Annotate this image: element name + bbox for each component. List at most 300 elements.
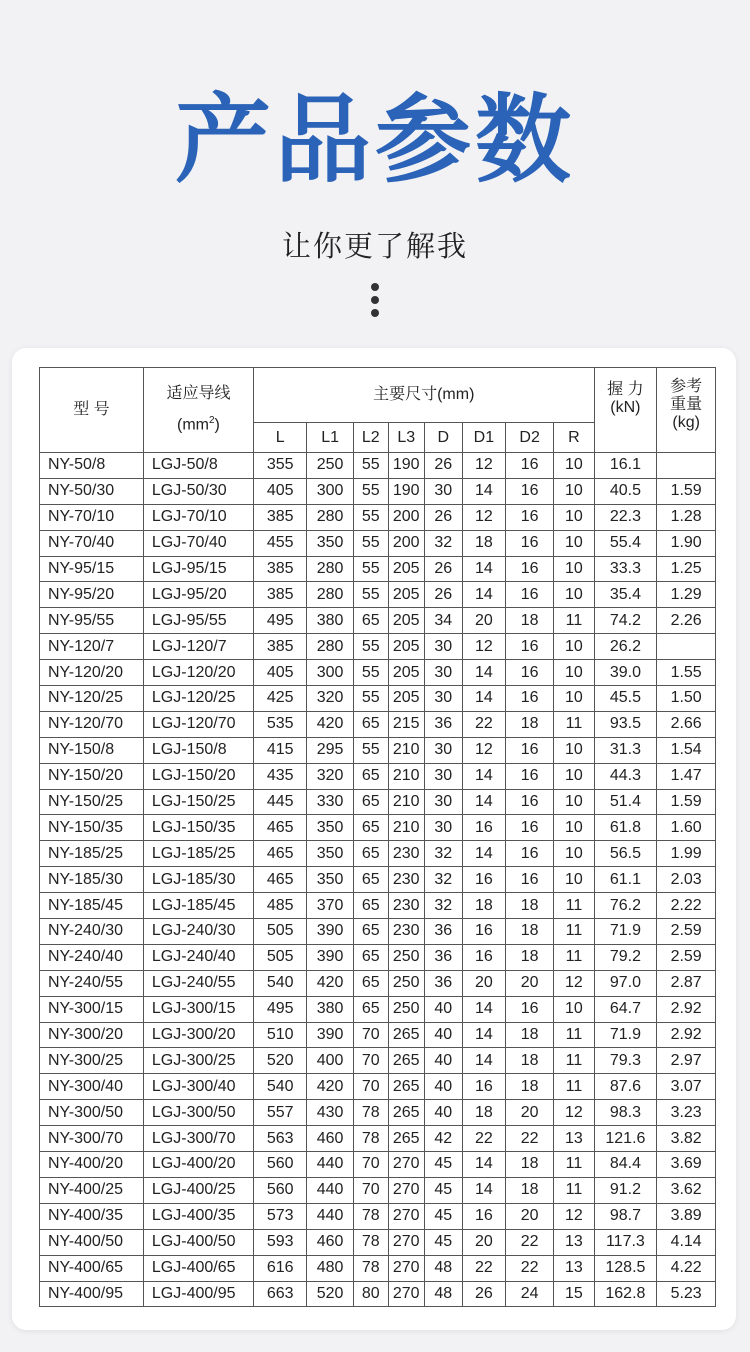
cell-conductor: LGJ-400/95 bbox=[143, 1281, 253, 1307]
cell-r: 10 bbox=[554, 634, 594, 660]
cell-grip: 98.3 bbox=[594, 1100, 657, 1126]
cell-r: 10 bbox=[554, 789, 594, 815]
cell-model: NY-185/30 bbox=[40, 867, 144, 893]
table-row bbox=[40, 1281, 716, 1307]
cell-d1: 16 bbox=[462, 944, 505, 970]
cell-l2: 65 bbox=[353, 996, 388, 1022]
cell-l2: 55 bbox=[353, 556, 388, 582]
cell-weight: 4.22 bbox=[657, 1255, 716, 1281]
cell-grip: 51.4 bbox=[594, 789, 657, 815]
cell-d2: 16 bbox=[505, 841, 553, 867]
cell-l2: 55 bbox=[353, 686, 388, 712]
cell-d2: 20 bbox=[505, 1203, 553, 1229]
cell-d1: 14 bbox=[462, 1048, 505, 1074]
cell-model: NY-400/95 bbox=[40, 1281, 144, 1307]
cell-d: 32 bbox=[424, 867, 462, 893]
cell-l3: 230 bbox=[388, 893, 424, 919]
cell-d1: 16 bbox=[462, 867, 505, 893]
cell-grip: 40.5 bbox=[594, 478, 657, 504]
cell-r: 10 bbox=[554, 556, 594, 582]
cell-d1: 14 bbox=[462, 789, 505, 815]
cell-conductor: LGJ-70/10 bbox=[143, 504, 253, 530]
cell-d1: 14 bbox=[462, 686, 505, 712]
cell-d2: 18 bbox=[505, 919, 553, 945]
cell-l1: 520 bbox=[307, 1281, 353, 1307]
table-row bbox=[40, 1203, 716, 1229]
cell-d2: 16 bbox=[505, 815, 553, 841]
cell-l3: 230 bbox=[388, 867, 424, 893]
cell-l3: 270 bbox=[388, 1177, 424, 1203]
cell-d1: 12 bbox=[462, 453, 505, 479]
cell-grip: 35.4 bbox=[594, 582, 657, 608]
subheader-r: R bbox=[554, 423, 594, 453]
cell-grip: 79.2 bbox=[594, 944, 657, 970]
cell-d: 32 bbox=[424, 893, 462, 919]
table-row bbox=[40, 970, 716, 996]
cell-l1: 390 bbox=[307, 944, 353, 970]
cell-r: 11 bbox=[554, 711, 594, 737]
cell-l1: 390 bbox=[307, 919, 353, 945]
cell-r: 10 bbox=[554, 867, 594, 893]
cell-l1: 300 bbox=[307, 660, 353, 686]
table-row bbox=[40, 1152, 716, 1178]
cell-d1: 20 bbox=[462, 1229, 505, 1255]
cell-d2: 16 bbox=[505, 996, 553, 1022]
table-row bbox=[40, 867, 716, 893]
cell-l2: 70 bbox=[353, 1177, 388, 1203]
cell-grip: 128.5 bbox=[594, 1255, 657, 1281]
cell-l3: 230 bbox=[388, 841, 424, 867]
cell-l2: 65 bbox=[353, 763, 388, 789]
cell-weight: 1.59 bbox=[657, 789, 716, 815]
table-row bbox=[40, 789, 716, 815]
cell-r: 11 bbox=[554, 1152, 594, 1178]
cell-l1: 390 bbox=[307, 1022, 353, 1048]
cell-d2: 16 bbox=[505, 660, 553, 686]
cell-d2: 22 bbox=[505, 1229, 553, 1255]
table-row bbox=[40, 893, 716, 919]
cell-model: NY-400/50 bbox=[40, 1229, 144, 1255]
cell-l: 385 bbox=[253, 582, 306, 608]
cell-l2: 65 bbox=[353, 815, 388, 841]
cell-l: 540 bbox=[253, 1074, 306, 1100]
cell-l3: 250 bbox=[388, 996, 424, 1022]
cell-l: 355 bbox=[253, 453, 306, 479]
table-row bbox=[40, 996, 716, 1022]
cell-l: 560 bbox=[253, 1177, 306, 1203]
cell-d2: 22 bbox=[505, 1126, 553, 1152]
cell-conductor: LGJ-400/35 bbox=[143, 1203, 253, 1229]
cell-l2: 70 bbox=[353, 1152, 388, 1178]
cell-d1: 26 bbox=[462, 1281, 505, 1307]
cell-l3: 215 bbox=[388, 711, 424, 737]
cell-d1: 14 bbox=[462, 1152, 505, 1178]
cell-r: 10 bbox=[554, 841, 594, 867]
cell-d: 40 bbox=[424, 1022, 462, 1048]
cell-l3: 200 bbox=[388, 504, 424, 530]
cell-l1: 420 bbox=[307, 970, 353, 996]
cell-conductor: LGJ-70/40 bbox=[143, 530, 253, 556]
cell-l1: 280 bbox=[307, 582, 353, 608]
cell-d: 30 bbox=[424, 634, 462, 660]
cell-conductor: LGJ-185/45 bbox=[143, 893, 253, 919]
cell-conductor: LGJ-95/20 bbox=[143, 582, 253, 608]
cell-model: NY-150/35 bbox=[40, 815, 144, 841]
cell-l3: 265 bbox=[388, 1074, 424, 1100]
cell-weight: 2.97 bbox=[657, 1048, 716, 1074]
table-row bbox=[40, 815, 716, 841]
cell-grip: 121.6 bbox=[594, 1126, 657, 1152]
cell-l2: 80 bbox=[353, 1281, 388, 1307]
table-row bbox=[40, 841, 716, 867]
cell-d: 32 bbox=[424, 530, 462, 556]
cell-l3: 210 bbox=[388, 815, 424, 841]
cell-d2: 18 bbox=[505, 1074, 553, 1100]
cell-l3: 270 bbox=[388, 1229, 424, 1255]
cell-model: NY-70/10 bbox=[40, 504, 144, 530]
cell-l: 385 bbox=[253, 504, 306, 530]
cell-conductor: LGJ-150/8 bbox=[143, 737, 253, 763]
cell-grip: 33.3 bbox=[594, 556, 657, 582]
cell-l2: 55 bbox=[353, 530, 388, 556]
cell-r: 10 bbox=[554, 815, 594, 841]
cell-l2: 65 bbox=[353, 789, 388, 815]
table-row bbox=[40, 556, 716, 582]
cell-l: 663 bbox=[253, 1281, 306, 1307]
cell-l3: 270 bbox=[388, 1281, 424, 1307]
cell-conductor: LGJ-185/30 bbox=[143, 867, 253, 893]
cell-l1: 440 bbox=[307, 1203, 353, 1229]
table-row bbox=[40, 634, 716, 660]
cell-conductor: LGJ-120/70 bbox=[143, 711, 253, 737]
cell-weight: 1.59 bbox=[657, 478, 716, 504]
cell-l3: 200 bbox=[388, 530, 424, 556]
cell-weight bbox=[657, 634, 716, 660]
cell-model: NY-70/40 bbox=[40, 530, 144, 556]
cell-d2: 16 bbox=[505, 763, 553, 789]
cell-l: 520 bbox=[253, 1048, 306, 1074]
cell-l3: 250 bbox=[388, 944, 424, 970]
subheader-l2: L2 bbox=[353, 423, 388, 453]
cell-r: 10 bbox=[554, 582, 594, 608]
cell-conductor: LGJ-95/55 bbox=[143, 608, 253, 634]
cell-l: 465 bbox=[253, 815, 306, 841]
table-row bbox=[40, 1229, 716, 1255]
cell-d1: 14 bbox=[462, 660, 505, 686]
cell-d1: 14 bbox=[462, 556, 505, 582]
cell-grip: 39.0 bbox=[594, 660, 657, 686]
cell-l3: 190 bbox=[388, 478, 424, 504]
cell-d: 36 bbox=[424, 711, 462, 737]
cell-model: NY-400/65 bbox=[40, 1255, 144, 1281]
cell-weight: 2.92 bbox=[657, 1022, 716, 1048]
cell-d2: 20 bbox=[505, 970, 553, 996]
cell-model: NY-300/15 bbox=[40, 996, 144, 1022]
cell-grip: 91.2 bbox=[594, 1177, 657, 1203]
header-weight bbox=[657, 368, 716, 453]
cell-model: NY-300/25 bbox=[40, 1048, 144, 1074]
cell-conductor: LGJ-240/55 bbox=[143, 970, 253, 996]
cell-l: 455 bbox=[253, 530, 306, 556]
cell-r: 11 bbox=[554, 1177, 594, 1203]
table-row bbox=[40, 453, 716, 479]
subheader-l1: L1 bbox=[307, 423, 353, 453]
cell-d1: 18 bbox=[462, 1100, 505, 1126]
cell-l1: 280 bbox=[307, 504, 353, 530]
cell-r: 11 bbox=[554, 944, 594, 970]
cell-d2: 16 bbox=[505, 634, 553, 660]
cell-l: 415 bbox=[253, 737, 306, 763]
cell-model: NY-150/8 bbox=[40, 737, 144, 763]
cell-d2: 16 bbox=[505, 453, 553, 479]
cell-d1: 14 bbox=[462, 1022, 505, 1048]
cell-weight: 2.66 bbox=[657, 711, 716, 737]
cell-d1: 16 bbox=[462, 1203, 505, 1229]
cell-grip: 117.3 bbox=[594, 1229, 657, 1255]
cell-conductor: LGJ-300/20 bbox=[143, 1022, 253, 1048]
cell-d: 30 bbox=[424, 763, 462, 789]
table-row bbox=[40, 1048, 716, 1074]
cell-l: 505 bbox=[253, 919, 306, 945]
cell-d1: 18 bbox=[462, 530, 505, 556]
cell-l1: 460 bbox=[307, 1229, 353, 1255]
cell-conductor: LGJ-300/50 bbox=[143, 1100, 253, 1126]
spec-table bbox=[39, 367, 716, 1307]
cell-l2: 55 bbox=[353, 634, 388, 660]
cell-d: 48 bbox=[424, 1281, 462, 1307]
cell-d: 26 bbox=[424, 582, 462, 608]
cell-model: NY-95/55 bbox=[40, 608, 144, 634]
cell-weight: 2.87 bbox=[657, 970, 716, 996]
cell-d1: 20 bbox=[462, 970, 505, 996]
cell-d: 36 bbox=[424, 970, 462, 996]
cell-l3: 205 bbox=[388, 556, 424, 582]
cell-l1: 350 bbox=[307, 867, 353, 893]
cell-l1: 420 bbox=[307, 1074, 353, 1100]
cell-l: 593 bbox=[253, 1229, 306, 1255]
table-row bbox=[40, 504, 716, 530]
cell-grip: 64.7 bbox=[594, 996, 657, 1022]
subheader-d1: D1 bbox=[462, 423, 505, 453]
cell-d: 30 bbox=[424, 789, 462, 815]
cell-d2: 16 bbox=[505, 556, 553, 582]
cell-l2: 78 bbox=[353, 1229, 388, 1255]
cell-r: 11 bbox=[554, 1074, 594, 1100]
more-vertical-icon bbox=[370, 283, 380, 317]
table-row bbox=[40, 1177, 716, 1203]
cell-l2: 65 bbox=[353, 893, 388, 919]
cell-l: 485 bbox=[253, 893, 306, 919]
cell-d1: 14 bbox=[462, 763, 505, 789]
cell-l: 560 bbox=[253, 1152, 306, 1178]
cell-grip: 71.9 bbox=[594, 919, 657, 945]
cell-conductor: LGJ-150/35 bbox=[143, 815, 253, 841]
cell-model: NY-120/20 bbox=[40, 660, 144, 686]
cell-model: NY-300/40 bbox=[40, 1074, 144, 1100]
cell-model: NY-95/20 bbox=[40, 582, 144, 608]
cell-l: 535 bbox=[253, 711, 306, 737]
table-row bbox=[40, 1126, 716, 1152]
cell-l1: 370 bbox=[307, 893, 353, 919]
cell-grip: 162.8 bbox=[594, 1281, 657, 1307]
cell-model: NY-50/30 bbox=[40, 478, 144, 504]
cell-d1: 12 bbox=[462, 504, 505, 530]
cell-d1: 20 bbox=[462, 608, 505, 634]
cell-r: 13 bbox=[554, 1255, 594, 1281]
cell-r: 10 bbox=[554, 478, 594, 504]
cell-l: 385 bbox=[253, 556, 306, 582]
subheader-l3: L3 bbox=[388, 423, 424, 453]
cell-d2: 18 bbox=[505, 944, 553, 970]
cell-conductor: LGJ-120/20 bbox=[143, 660, 253, 686]
cell-grip: 74.2 bbox=[594, 608, 657, 634]
cell-d: 26 bbox=[424, 556, 462, 582]
cell-l3: 205 bbox=[388, 608, 424, 634]
cell-r: 13 bbox=[554, 1126, 594, 1152]
cell-l2: 70 bbox=[353, 1022, 388, 1048]
cell-l3: 265 bbox=[388, 1126, 424, 1152]
cell-d2: 16 bbox=[505, 789, 553, 815]
cell-d1: 16 bbox=[462, 1074, 505, 1100]
cell-l1: 350 bbox=[307, 815, 353, 841]
cell-l2: 55 bbox=[353, 582, 388, 608]
cell-d2: 22 bbox=[505, 1255, 553, 1281]
header-conductor-unit: $(mm^2)$ bbox=[177, 415, 220, 434]
cell-weight: 3.07 bbox=[657, 1074, 716, 1100]
cell-grip: 22.3 bbox=[594, 504, 657, 530]
cell-l2: 55 bbox=[353, 478, 388, 504]
cell-l3: 210 bbox=[388, 737, 424, 763]
cell-l1: 250 bbox=[307, 453, 353, 479]
cell-model: NY-240/40 bbox=[40, 944, 144, 970]
cell-d2: 18 bbox=[505, 608, 553, 634]
cell-d: 40 bbox=[424, 1100, 462, 1126]
cell-l1: 350 bbox=[307, 841, 353, 867]
table-row bbox=[40, 1074, 716, 1100]
cell-conductor: LGJ-120/25 bbox=[143, 686, 253, 712]
cell-l2: 55 bbox=[353, 453, 388, 479]
cell-d1: 12 bbox=[462, 634, 505, 660]
cell-l3: 250 bbox=[388, 970, 424, 996]
cell-d1: 14 bbox=[462, 996, 505, 1022]
cell-l2: 65 bbox=[353, 711, 388, 737]
cell-l: 505 bbox=[253, 944, 306, 970]
cell-d1: 18 bbox=[462, 893, 505, 919]
cell-weight: 3.82 bbox=[657, 1126, 716, 1152]
cell-d1: 22 bbox=[462, 711, 505, 737]
cell-grip: 31.3 bbox=[594, 737, 657, 763]
cell-l3: 270 bbox=[388, 1152, 424, 1178]
cell-l: 465 bbox=[253, 867, 306, 893]
cell-l3: 265 bbox=[388, 1048, 424, 1074]
cell-grip: 55.4 bbox=[594, 530, 657, 556]
table-row bbox=[40, 478, 716, 504]
cell-weight: 3.62 bbox=[657, 1177, 716, 1203]
cell-d2: 20 bbox=[505, 1100, 553, 1126]
cell-d2: 18 bbox=[505, 893, 553, 919]
cell-d2: 16 bbox=[505, 478, 553, 504]
cell-conductor: LGJ-300/40 bbox=[143, 1074, 253, 1100]
subheader-d: D bbox=[424, 423, 462, 453]
cell-d: 26 bbox=[424, 453, 462, 479]
cell-d2: 18 bbox=[505, 1048, 553, 1074]
cell-weight: 1.90 bbox=[657, 530, 716, 556]
cell-conductor: LGJ-400/50 bbox=[143, 1229, 253, 1255]
cell-weight: 2.92 bbox=[657, 996, 716, 1022]
cell-l2: 65 bbox=[353, 841, 388, 867]
cell-l1: 300 bbox=[307, 478, 353, 504]
cell-conductor: LGJ-300/70 bbox=[143, 1126, 253, 1152]
cell-l3: 270 bbox=[388, 1255, 424, 1281]
table-row bbox=[40, 711, 716, 737]
cell-l: 425 bbox=[253, 686, 306, 712]
cell-d: 40 bbox=[424, 996, 462, 1022]
cell-l3: 190 bbox=[388, 453, 424, 479]
cell-grip: 84.4 bbox=[594, 1152, 657, 1178]
cell-d2: 18 bbox=[505, 1152, 553, 1178]
cell-weight: 1.54 bbox=[657, 737, 716, 763]
cell-d: 36 bbox=[424, 919, 462, 945]
cell-d: 32 bbox=[424, 841, 462, 867]
header-grip bbox=[594, 368, 657, 453]
cell-l2: 65 bbox=[353, 944, 388, 970]
cell-d: 45 bbox=[424, 1152, 462, 1178]
cell-l1: 280 bbox=[307, 634, 353, 660]
cell-weight: 2.59 bbox=[657, 919, 716, 945]
cell-model: NY-120/7 bbox=[40, 634, 144, 660]
cell-l2: 78 bbox=[353, 1203, 388, 1229]
cell-l: 435 bbox=[253, 763, 306, 789]
cell-conductor: LGJ-400/25 bbox=[143, 1177, 253, 1203]
cell-d1: 14 bbox=[462, 1177, 505, 1203]
cell-d1: 14 bbox=[462, 841, 505, 867]
cell-l2: 65 bbox=[353, 919, 388, 945]
cell-d: 42 bbox=[424, 1126, 462, 1152]
cell-d2: 16 bbox=[505, 686, 553, 712]
cell-r: 12 bbox=[554, 1100, 594, 1126]
cell-conductor: LGJ-400/65 bbox=[143, 1255, 253, 1281]
cell-r: 10 bbox=[554, 996, 594, 1022]
cell-l: 616 bbox=[253, 1255, 306, 1281]
cell-model: NY-120/70 bbox=[40, 711, 144, 737]
table-row bbox=[40, 582, 716, 608]
cell-d: 30 bbox=[424, 660, 462, 686]
cell-d1: 16 bbox=[462, 815, 505, 841]
cell-grip: 76.2 bbox=[594, 893, 657, 919]
cell-model: NY-300/20 bbox=[40, 1022, 144, 1048]
cell-l3: 210 bbox=[388, 763, 424, 789]
table-row bbox=[40, 660, 716, 686]
table-row bbox=[40, 737, 716, 763]
cell-r: 15 bbox=[554, 1281, 594, 1307]
page-subtitle: 让你更了解我 bbox=[281, 229, 468, 263]
cell-conductor: LGJ-185/25 bbox=[143, 841, 253, 867]
cell-d2: 18 bbox=[505, 1022, 553, 1048]
table-row bbox=[40, 1022, 716, 1048]
cell-conductor: LGJ-150/20 bbox=[143, 763, 253, 789]
table-row bbox=[40, 530, 716, 556]
cell-d2: 18 bbox=[505, 711, 553, 737]
page-title: 产品参数 bbox=[175, 84, 575, 196]
cell-r: 10 bbox=[554, 504, 594, 530]
cell-grip: 71.9 bbox=[594, 1022, 657, 1048]
cell-r: 11 bbox=[554, 893, 594, 919]
cell-l: 557 bbox=[253, 1100, 306, 1126]
cell-l2: 55 bbox=[353, 660, 388, 686]
cell-l: 385 bbox=[253, 634, 306, 660]
cell-model: NY-300/70 bbox=[40, 1126, 144, 1152]
cell-d1: 22 bbox=[462, 1126, 505, 1152]
